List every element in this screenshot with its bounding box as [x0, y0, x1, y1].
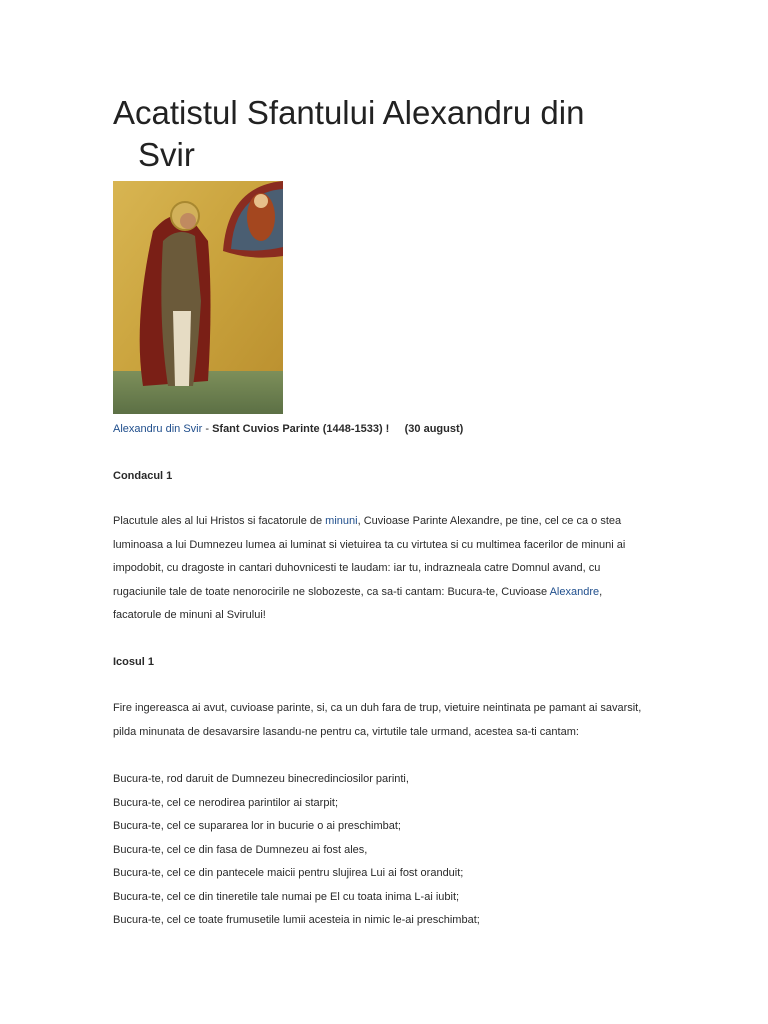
section-heading-icosul: Icosul 1 — [113, 656, 154, 668]
icosul-paragraph: Fire ingereasca ai avut, cuvioase parinte, si, ca un duh fara de trup, vietuire neintinata pe pamant ai savarsit, pilda minunata de desavarsire lasandu-ne pentru ca, virtutile tale urmand, acestea sa-ti cantam: — [113, 702, 642, 738]
condacul-text-c: , facatorule de minuni al Svirului! — [113, 585, 603, 621]
list-item: Bucura-te, cel ce nerodirea parintilor ai starpit; — [113, 796, 338, 809]
caption-text: Sfant Cuvios Parinte (1448-1533) ! — [212, 423, 390, 435]
condacul-text-a: Placutule ales al lui Hristos si facatorule de — [113, 515, 326, 527]
title-line-2: Svir — [138, 136, 195, 173]
list-item: Bucura-te, cel ce supararea lor in bucurie o ai preschimbat; — [113, 820, 401, 832]
list-item: Bucura-te, rod daruit de Dumnezeu binecredinciosilor parinti, — [113, 773, 409, 785]
caption-separator: - — [202, 423, 213, 435]
list-item: Bucura-te, cel ce toate frumusetile lumii acesteia in nimic le-ai preschimbat; — [113, 914, 480, 926]
section-heading-condacul: Condacul 1 — [113, 470, 173, 482]
title-line-1: Acatistul Sfantului Alexandru din — [113, 94, 585, 131]
list-item: Bucura-te, cel ce din pantecele maicii pentru slujirea Lui ai fost oranduit; — [113, 867, 464, 879]
bucura-list — [113, 768, 653, 933]
minuni-link[interactable]: minuni — [325, 515, 358, 527]
condacul-paragraph — [113, 510, 653, 628]
image-caption — [113, 423, 463, 435]
condacul-text-b: , Cuvioase Parinte Alexandre, pe tine, cel ce ca o stea luminoasa a lui Dumnezeu lumea ai luminat si vietuirea ta cu virtutea si cu multimea facerilor de minuni ai impodobit, cu dragoste in cantari duhovnicesti te laudam: iar tu, indrazneala catre Domnul avand, cu rugaciunile tale de toate nenorocirile ne slobozeste, ca sa-ti cantam: Bucura-te, Cuvioase — [113, 515, 626, 598]
alexandre-link[interactable]: Alexandre — [549, 585, 600, 598]
caption-date: (30 august) — [404, 423, 464, 435]
saint-icon-image — [113, 181, 283, 414]
list-item: Bucura-te, cel ce din tineretile tale numai pe El cu toata inima L-ai iubit; — [113, 890, 460, 903]
saint-link[interactable]: Alexandru din Svir — [113, 423, 203, 435]
document-title — [113, 92, 673, 176]
list-item: Bucura-te, cel ce din fasa de Dumnezeu ai fost ales, — [113, 843, 368, 856]
